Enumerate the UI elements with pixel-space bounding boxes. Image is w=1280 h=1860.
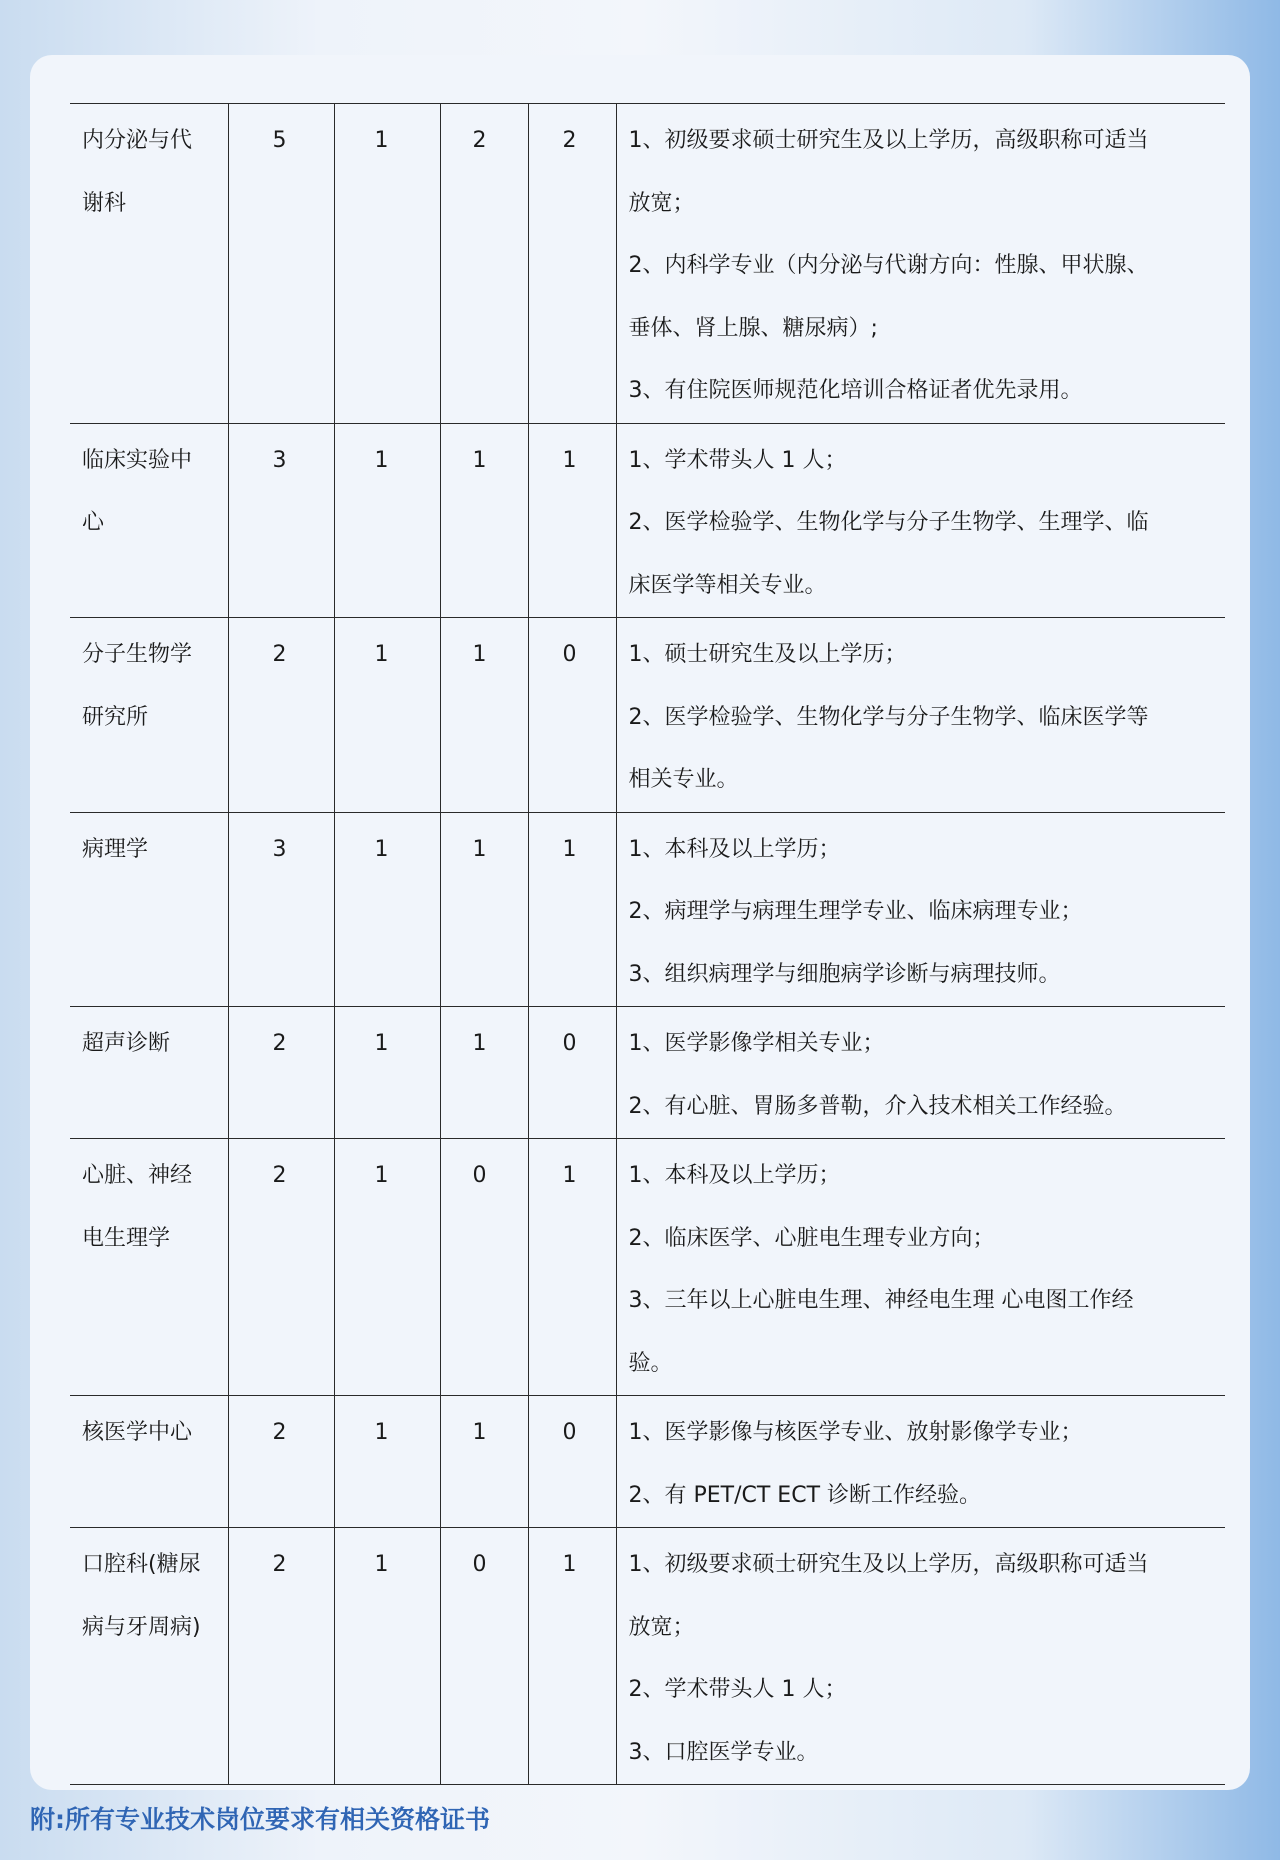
requirements-cell: 1、医学影像与核医学专业、放射影像学专业； 2、有 PET/CT ECT 诊断工作经验。 xyxy=(616,1396,1225,1528)
count-cell: 1 xyxy=(440,423,528,618)
count-cell: 1 xyxy=(528,812,616,1007)
count-cell: 1 xyxy=(440,1396,528,1528)
table-row xyxy=(70,1396,1225,1528)
department-cell: 临床实验中 心 xyxy=(70,423,228,618)
department-cell: 分子生物学 研究所 xyxy=(70,618,228,813)
table-row xyxy=(70,1007,1225,1139)
count-cell: 1 xyxy=(440,1007,528,1139)
count-cell: 2 xyxy=(228,618,334,813)
department-cell: 核医学中心 xyxy=(70,1396,228,1528)
count-cell: 1 xyxy=(334,1528,440,1785)
table-row xyxy=(70,1139,1225,1396)
count-cell: 2 xyxy=(228,1528,334,1785)
requirements-cell: 1、初级要求硕士研究生及以上学历，高级职称可适当 放宽； 2、学术带头人 1 人； 3、口腔医学专业。 xyxy=(616,1528,1225,1785)
count-cell: 3 xyxy=(228,423,334,618)
count-cell: 5 xyxy=(228,104,334,424)
department-cell: 超声诊断 xyxy=(70,1007,228,1139)
count-cell: 1 xyxy=(334,423,440,618)
count-cell: 0 xyxy=(528,618,616,813)
count-cell: 0 xyxy=(528,1007,616,1139)
recruitment-table xyxy=(70,103,1225,1785)
requirements-cell: 1、硕士研究生及以上学历； 2、医学检验学、生物化学与分子生物学、临床医学等 相关专业。 xyxy=(616,618,1225,813)
count-cell: 1 xyxy=(528,1528,616,1785)
count-cell: 1 xyxy=(334,618,440,813)
content-card xyxy=(30,55,1250,1790)
table-row xyxy=(70,423,1225,618)
count-cell: 2 xyxy=(228,1396,334,1528)
count-cell: 2 xyxy=(228,1139,334,1396)
count-cell: 1 xyxy=(440,618,528,813)
department-cell: 病理学 xyxy=(70,812,228,1007)
count-cell: 0 xyxy=(440,1528,528,1785)
count-cell: 2 xyxy=(440,104,528,424)
count-cell: 1 xyxy=(528,1139,616,1396)
table-row xyxy=(70,1528,1225,1785)
count-cell: 1 xyxy=(334,1396,440,1528)
count-cell: 2 xyxy=(228,1007,334,1139)
count-cell: 0 xyxy=(528,1396,616,1528)
count-cell: 1 xyxy=(334,812,440,1007)
count-cell: 1 xyxy=(334,104,440,424)
requirements-cell: 1、医学影像学相关专业； 2、有心脏、胃肠多普勒，介入技术相关工作经验。 xyxy=(616,1007,1225,1139)
requirements-cell: 1、初级要求硕士研究生及以上学历，高级职称可适当 放宽； 2、内科学专业（内分泌与代谢方向：性腺、甲状腺、 垂体、肾上腺、糖尿病）; 3、有住院医师规范化培训合格证者优先录用。 xyxy=(616,104,1225,424)
department-cell: 内分泌与代 谢科 xyxy=(70,104,228,424)
count-cell: 1 xyxy=(334,1007,440,1139)
count-cell: 3 xyxy=(228,812,334,1007)
department-cell: 心脏、神经 电生理学 xyxy=(70,1139,228,1396)
department-cell: 口腔科(糖尿 病与牙周病) xyxy=(70,1528,228,1785)
requirements-cell: 1、学术带头人 1 人； 2、医学检验学、生物化学与分子生物学、生理学、临 床医学等相关专业。 xyxy=(616,423,1225,618)
count-cell: 1 xyxy=(334,1139,440,1396)
count-cell: 1 xyxy=(440,812,528,1007)
requirements-cell: 1、本科及以上学历； 2、病理学与病理生理学专业、临床病理专业； 3、组织病理学与细胞病学诊断与病理技师。 xyxy=(616,812,1225,1007)
table-row xyxy=(70,812,1225,1007)
count-cell: 0 xyxy=(440,1139,528,1396)
requirements-cell: 1、本科及以上学历； 2、临床医学、心脏电生理专业方向； 3、三年以上心脏电生理、神经电生理 心电图工作经 验。 xyxy=(616,1139,1225,1396)
table-row xyxy=(70,104,1225,424)
count-cell: 2 xyxy=(528,104,616,424)
count-cell: 1 xyxy=(528,423,616,618)
footnote: 附:所有专业技术岗位要求有相关资格证书 xyxy=(30,1805,490,1834)
table-row xyxy=(70,618,1225,813)
